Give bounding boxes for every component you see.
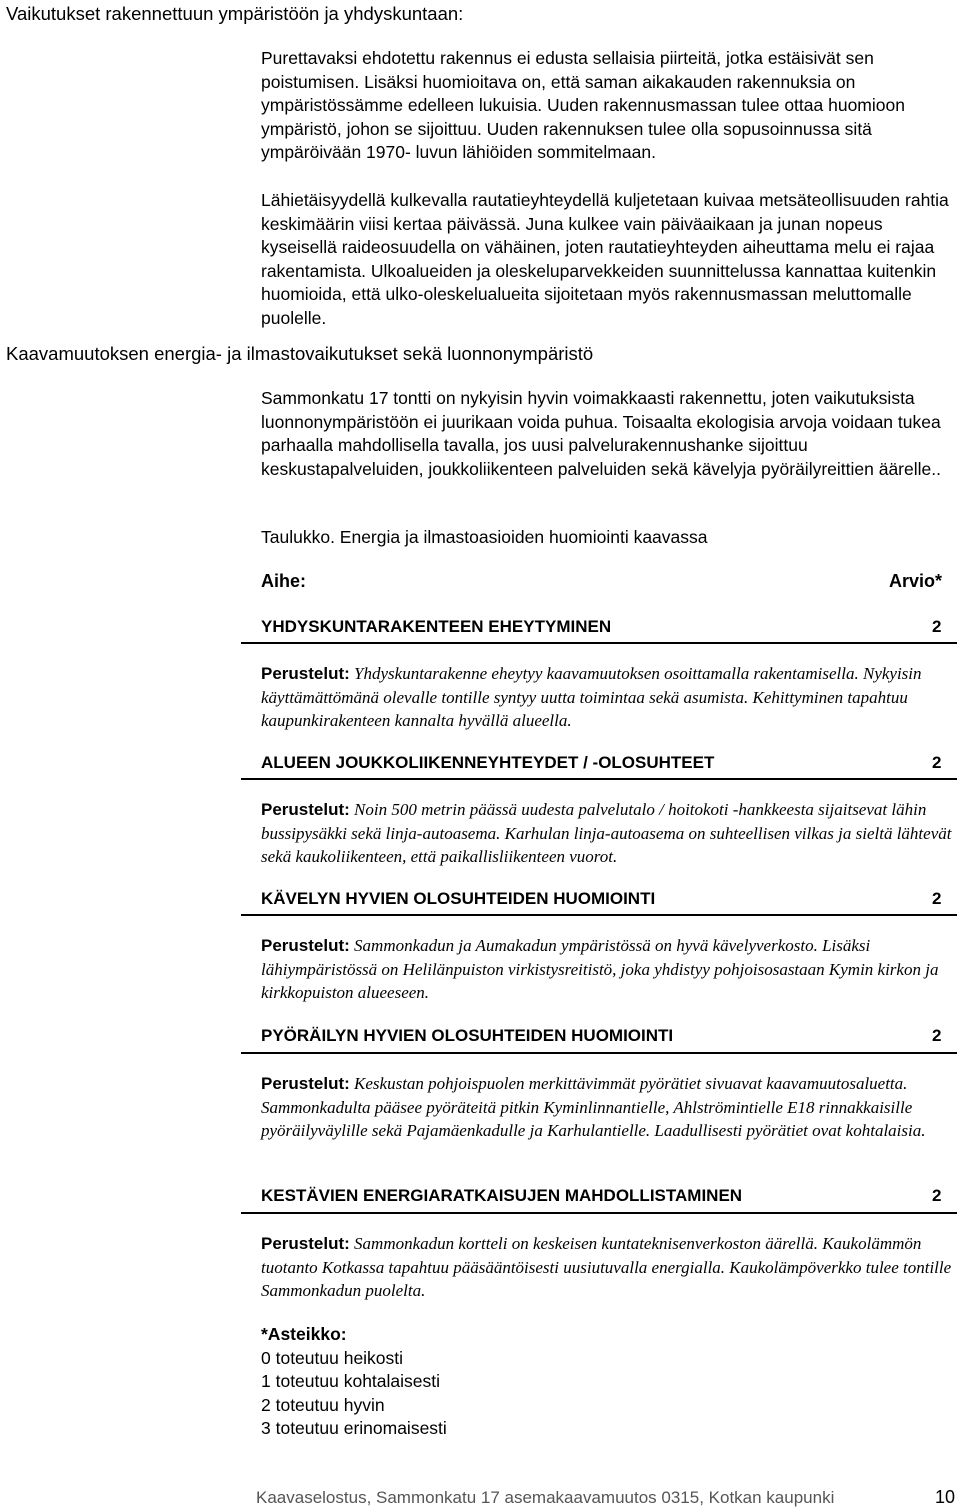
criterion-score: 2 <box>932 1026 942 1045</box>
rating-header: Arvio* <box>888 571 942 591</box>
criterion-divider <box>241 778 957 780</box>
justification-label: Perustelut: <box>261 1074 350 1093</box>
criterion-justification <box>261 1072 955 1143</box>
justification-label: Perustelut: <box>261 664 350 683</box>
justification-text: Noin 500 metrin päässä uudesta palvelutalo / hoitokoti -hankkeesta sijaitsevat lähin bussipysäkki sekä linja-autoasema. Karhulan linja-autoasema on suhteellisen vilkas ja sieltä lähtevät sekä kaukoliikenteen, että paikallisliikenteen vuorot. <box>261 800 952 866</box>
criterion-title: PYÖRÄILYN HYVIEN OLOSUHTEIDEN HUOMIOINTI <box>261 1026 674 1045</box>
scale-item: 1 toteutuu kohtalaisesti <box>261 1371 441 1391</box>
criterion-score: 2 <box>932 889 942 908</box>
paragraph-text: Sammonkatu 17 tontti on nykyisin hyvin voimakkaasti rakennettu, joten vaikutuksista luonnonympäristöön ei juurikaan voida puhua. Toisaalta ekologisia arvoja voidaan tukea parhaalla mahdollisella tavalla, jos uusi palvelurakennushanke sijoittuu keskustapalveluiden, joukkoliikenteen palveluiden sekä kävelyja pyöräilyreittien äärelle.. <box>261 388 941 479</box>
scale-item: 0 toteutuu heikosti <box>261 1347 404 1368</box>
subject-header: Aihe: <box>261 571 306 591</box>
scale-title: *Asteikko: <box>261 1324 347 1344</box>
criterion-justification <box>261 798 955 869</box>
criterion-title: ALUEEN JOUKKOLIIKENNEYHTEYDET / -OLOSUHTEET <box>261 753 715 772</box>
rating-scale <box>261 1323 447 1441</box>
criterion-justification <box>261 662 955 733</box>
criterion-divider <box>241 914 957 916</box>
paragraph-railway-noise <box>261 189 955 330</box>
section-heading-energy-climate: Kaavamuutoksen energia- ja ilmastovaikutukset sekä luonnonympäristö <box>6 343 594 364</box>
criterion-title: YHDYSKUNTARAKENTEEN EHEYTYMINEN <box>261 617 612 636</box>
scale-item: 2 toteutuu hyvin <box>261 1394 385 1415</box>
justification-label: Perustelut: <box>261 1234 350 1253</box>
footer-text: Kaavaselostus, Sammonkatu 17 asemakaavamuutos 0315, Kotkan kaupunki <box>256 1488 835 1507</box>
criterion-justification <box>261 934 955 1005</box>
criterion-score: 2 <box>932 1186 942 1205</box>
paragraph-building-removal <box>261 47 955 165</box>
paragraph-text: Lähietäisyydellä kulkevalla rautatieyhteydellä kuljetetaan kuivaa metsäteollisuuden rahtia keskimäärin viisi kertaa päivässä. Juna kulkee vain päiväaikaan ja junan nopeus kyseisellä raideosuudella on vähäinen, joten rautatieyhteyden aiheuttama melu ei rajaa rakentamista. Ulkoalueiden ja oleskeluparvekkeiden suunnittelussa kannattaa kuitenkin huomioida, että ulko-oleskelualueita sijoitetaan myös rakennusmassan meluttomalle puolelle. <box>261 190 949 328</box>
justification-label: Perustelut: <box>261 800 350 819</box>
justification-text: Sammonkadun ja Aumakadun ympäristössä on hyvä kävelyverkosto. Lisäksi lähiympäristössä on Helilänpuiston virkistysreitistö, joka yhdistyy pohjoisosastaan Kymin kirkon ja kirkkopuiston alueeseen. <box>261 936 939 1002</box>
table-caption: Taulukko. Energia ja ilmastoasioiden huomiointi kaavassa <box>261 527 708 547</box>
scale-item: 3 toteutuu erinomaisesti <box>261 1418 447 1438</box>
justification-text: Sammonkadun kortteli on keskeisen kuntateknisenverkoston äärellä. Kaukolämmön tuotanto Kotkassa tapahtuu pääsääntöisesti uusiutuvalla energialla. Kaukolämpöverkko tulee tontille Sammonkadun puolelta. <box>261 1234 952 1300</box>
section-heading-built-environment: Vaikutukset rakennettuun ympäristöön ja yhdyskuntaan: <box>6 3 464 24</box>
justification-label: Perustelut: <box>261 936 350 955</box>
criterion-divider <box>241 1212 957 1214</box>
criterion-title: KÄVELYN HYVIEN OLOSUHTEIDEN HUOMIOINTI <box>261 889 656 908</box>
criterion-score: 2 <box>932 753 942 772</box>
criterion-score: 2 <box>932 617 942 636</box>
paragraph-natural-environment <box>261 387 955 481</box>
criterion-title: KESTÄVIEN ENERGIARATKAISUJEN MAHDOLLISTAMINEN <box>261 1186 743 1205</box>
criterion-divider <box>241 642 957 644</box>
criterion-divider <box>241 1052 957 1054</box>
criterion-justification <box>261 1232 955 1303</box>
justification-text: Keskustan pohjoispuolen merkittävimmät pyörätiet sivuavat kaavamuutosaluetta. Sammonkadulta pääsee pyöräteitä pitkin Kyminlinnantielle, Ahlströmintielle E18 rinnakkaisille pyöräilyväylille sekä Pajamäenkadulle ja Karhulantielle. Laadullisesti pyörätiet ovat kohtalaisia. <box>261 1074 926 1140</box>
justification-text: Yhdyskuntarakenne eheytyy kaavamuutoksen osoittamalla rakentamisella. Nykyisin käyttämättömänä olevalle tontille syntyy uutta toimintaa sekä asumista. Kehittyminen tapahtuu kaupunkirakenteen kannalta hyvällä alueella. <box>261 664 922 730</box>
paragraph-text: Purettavaksi ehdotettu rakennus ei edusta sellaisia piirteitä, jotka estäisivät sen poistumisen. Lisäksi huomioitava on, että saman aikakauden rakennuksia on ympäristössämme edelleen lukuisia. Uuden rakennusmassan tulee ottaa huomioon ympäristö, johon se sijoittuu. Uuden rakennuksen tulee olla sopusoinnussa sitä ympäröivään 1970- luvun lähiöiden sommitelmaan. <box>261 48 905 162</box>
page-number: 10 <box>935 1487 956 1507</box>
